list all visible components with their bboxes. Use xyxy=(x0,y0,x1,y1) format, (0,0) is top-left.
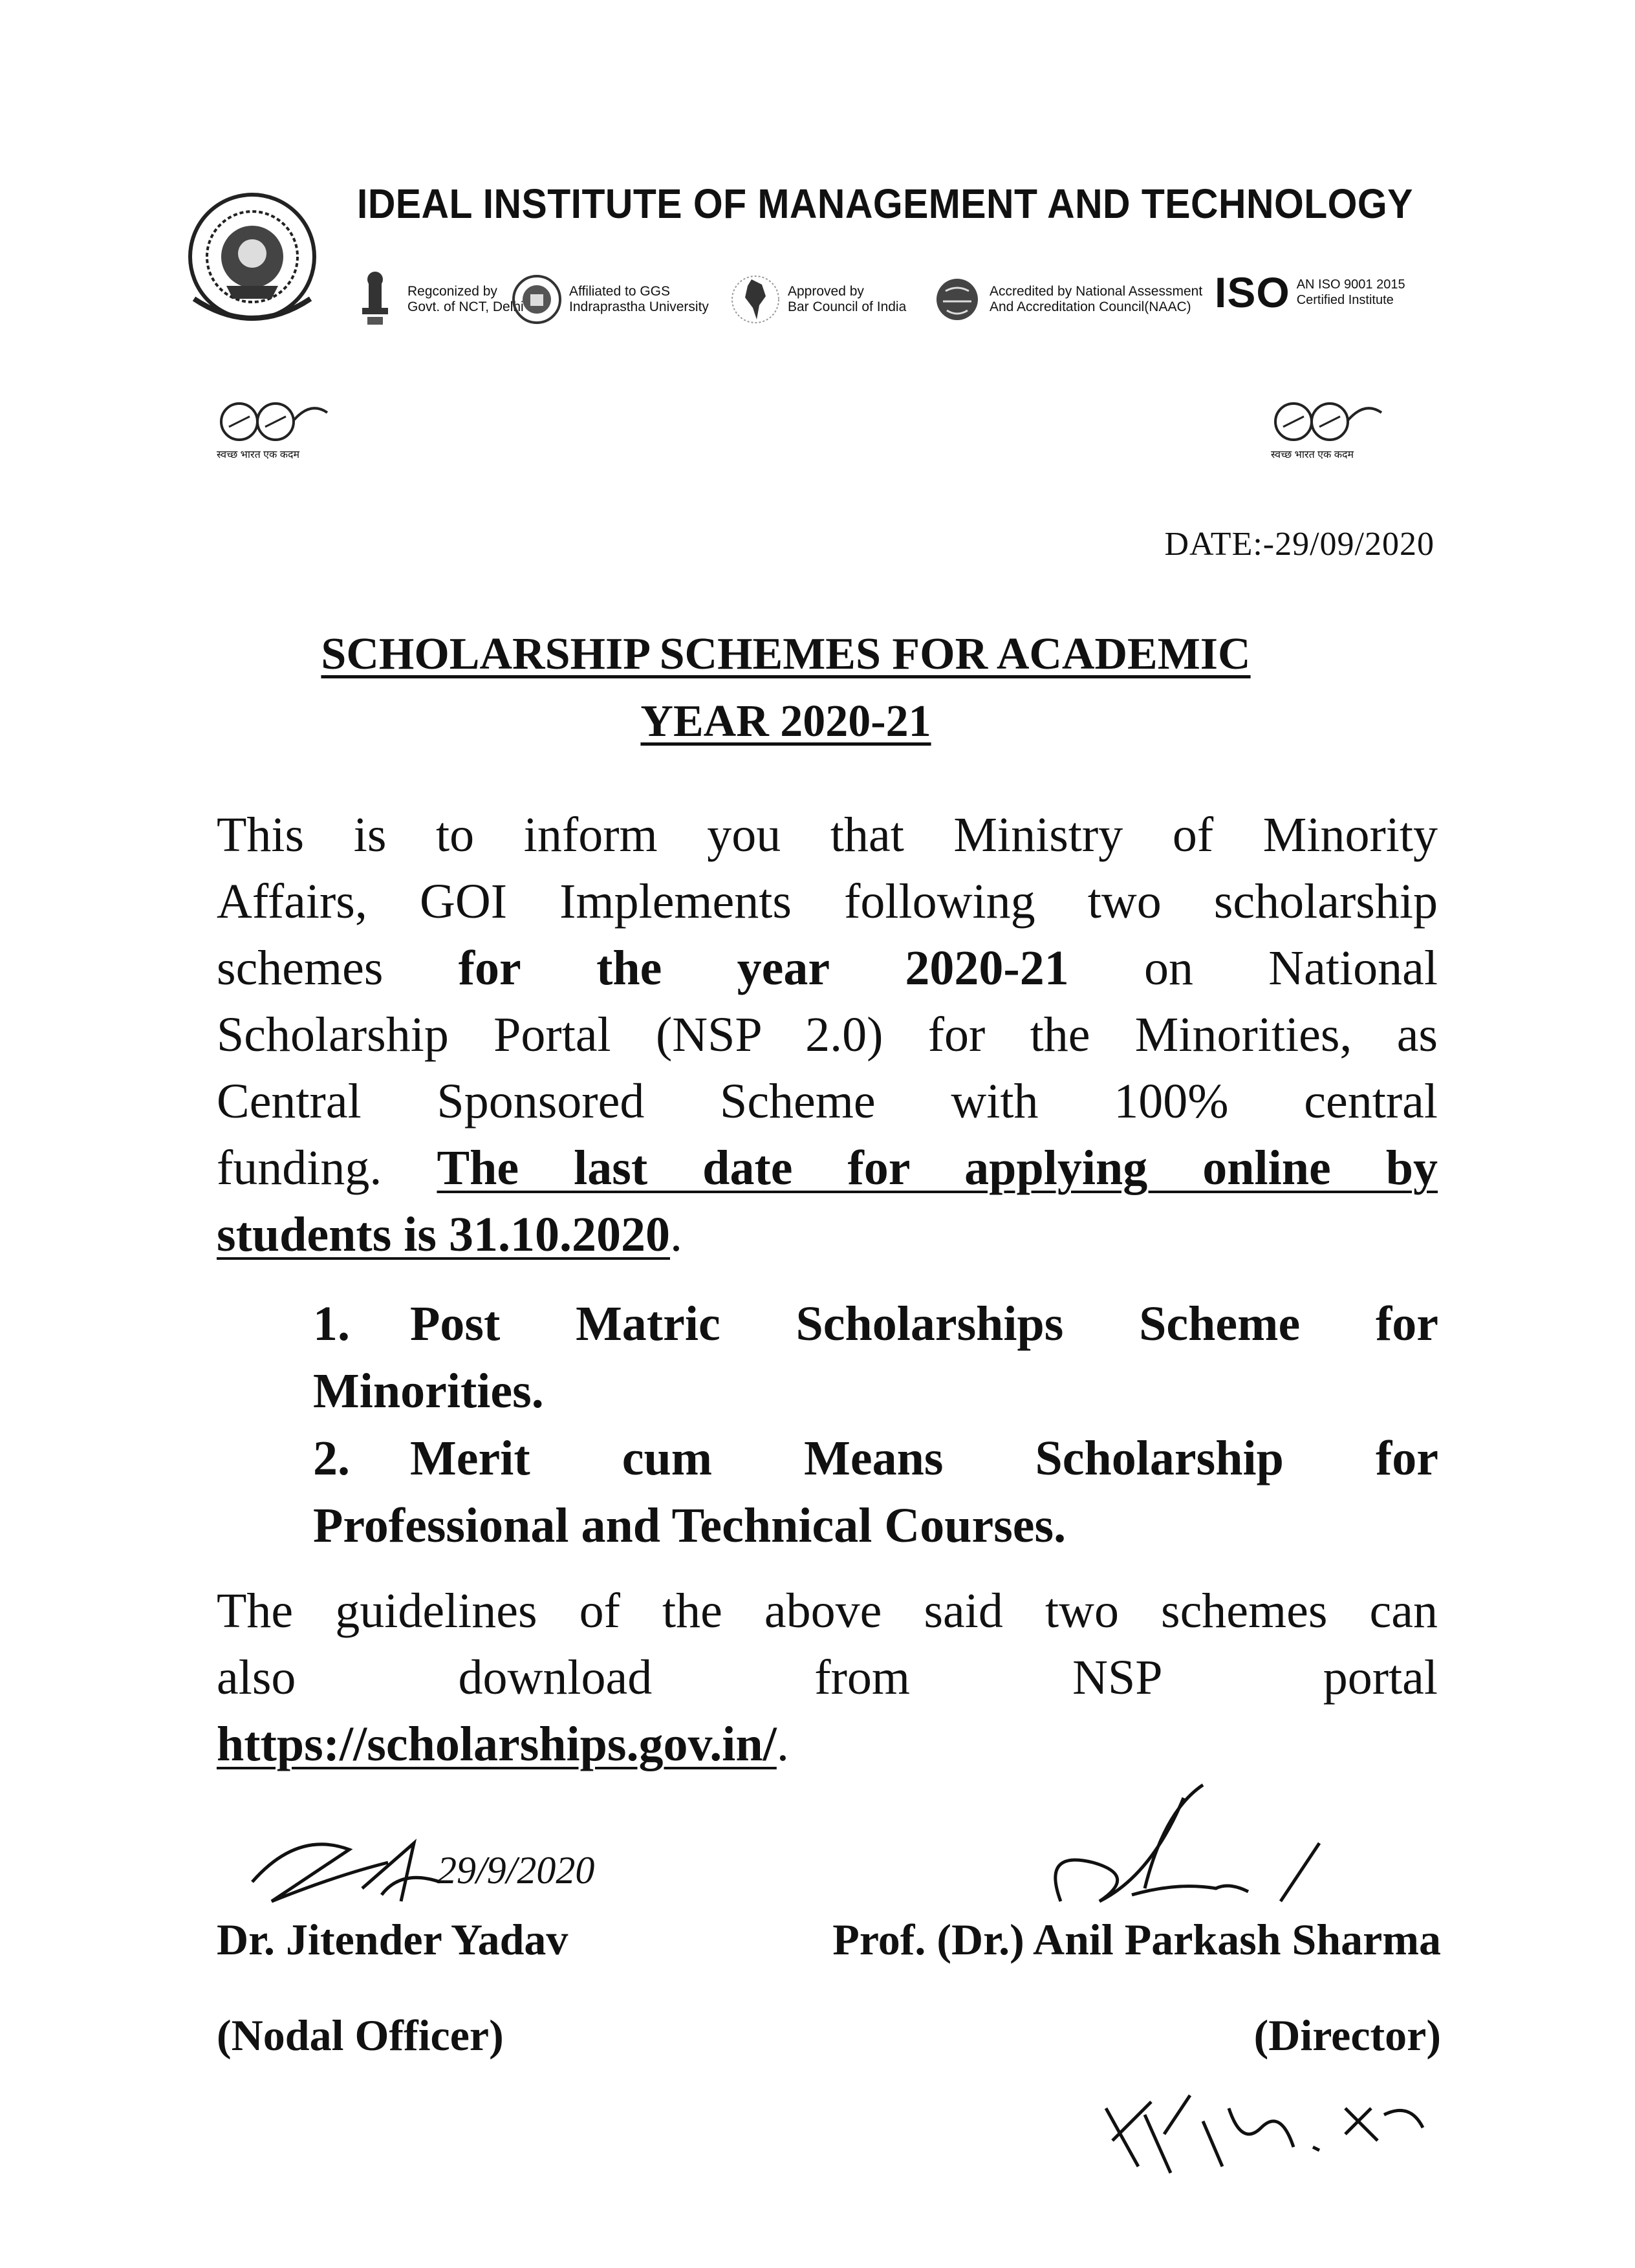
signatory-name-2: Prof. (Dr.) Anil Parkash Sharma xyxy=(832,1915,1441,1964)
last-date-value: students is 31.10.2020 xyxy=(217,1207,670,1262)
guidelines-paragraph: The guidelines of the above said two schemes can also download from NSP portal https://scholarships.gov.in/. xyxy=(217,1584,1438,1771)
document-date: DATE:-29/09/2020 xyxy=(1164,526,1435,563)
scheme-list xyxy=(313,1290,1438,1559)
signature-director xyxy=(1035,1772,1371,1927)
institute-logo-icon xyxy=(181,189,323,331)
heading-line-2: YEAR 2020-21 xyxy=(640,697,931,746)
swachh-caption-left: स्वच्छ भारत एक कदम xyxy=(217,449,300,460)
swachh-bharat-logo-left xyxy=(213,394,330,453)
institute-name: IDEAL INSTITUTE OF MANAGEMENT AND TECHNOLOGY xyxy=(357,180,1413,227)
badge-govt-nct: Regconized by Govt. of NCT, Delhi xyxy=(349,272,524,327)
signatory-role-1: (Nodal Officer) xyxy=(217,2011,504,2060)
nsp-portal-link[interactable]: https://scholarships.gov.in/ xyxy=(217,1717,777,1771)
swachh-bharat-logo-right xyxy=(1268,394,1384,453)
intro-paragraph: This is to inform you that Ministry of Minority Affairs, GOI Implements following two scholarship schemes for the year 2020-21 on National Scholarship Portal (NSP 2.0) for the Minorities, as Central Sponsored Scheme with 100% central funding. The last date for applying online by students is 31.10.2020. xyxy=(217,808,1438,1262)
india-map-icon xyxy=(730,272,781,327)
swachh-caption-right: स्वच्छ भारत एक कदम xyxy=(1271,449,1354,460)
badge-iso: ISO AN ISO 9001 2015 Certified Institute xyxy=(1215,268,1405,316)
heading-line-1: SCHOLARSHIP SCHEMES FOR ACADEMIC xyxy=(321,629,1251,679)
signatory-name-1: Dr. Jitender Yadav xyxy=(217,1915,568,1964)
list-item: 1. Post Matric Scholarships Scheme for Minorities. xyxy=(313,1297,1438,1418)
university-seal-icon xyxy=(511,272,563,327)
last-date-notice: The last date for applying online by xyxy=(437,1141,1438,1195)
emblem-icon xyxy=(349,272,401,327)
handwritten-date: 29/9/2020 xyxy=(437,1849,595,1892)
badge-ggsipu: Affiliated to GGS Indraprastha University xyxy=(511,272,709,327)
badge-naac: Accredited by National Assessment And Accreditation Council(NAAC) xyxy=(931,272,1202,327)
naac-globe-icon xyxy=(931,272,983,327)
signatory-role-2: (Director) xyxy=(1253,2011,1441,2060)
list-item: 2. Merit cum Means Scholarship for Professional and Technical Courses. xyxy=(313,1431,1438,1553)
badge-bar-council: Approved by Bar Council of India xyxy=(730,272,906,327)
iso-mark: ISO xyxy=(1215,268,1290,316)
document-heading xyxy=(194,621,1378,755)
handwritten-scribble xyxy=(1099,2069,1436,2186)
